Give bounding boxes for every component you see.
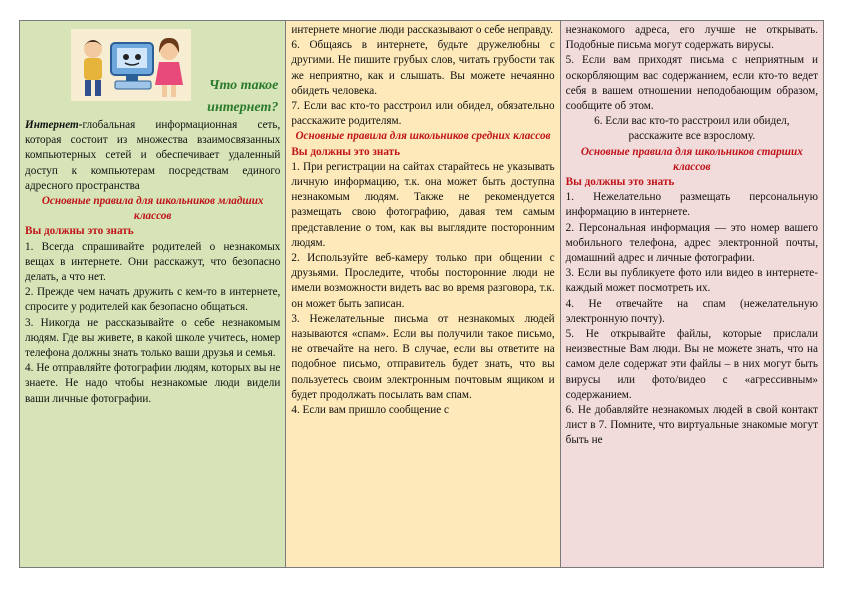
continuation-text: интернете многие люди рассказывают о себе неправду. <box>291 24 554 36</box>
list-item: 6. Общаясь в интернете, будьте дружелюбны с другими. Не пишите грубых слов, читать грубости так же неприятно, как и слышать. Вы можете нечаянно обидеть человека. <box>291 39 555 97</box>
continuation-text: незнакомого адреса, его лучше не открывать. Подобные письма могут содержать вирусы. <box>565 24 818 52</box>
header-title-line1: Что такое <box>209 78 279 93</box>
intro-term: Интернет- <box>25 119 83 131</box>
list-item: 5. Если вам приходят письма с неприятным и оскорбляющим вас содержанием, если кто-то ведет себя в вашем отношении неподобающим образом, сообщите об этом. <box>565 54 818 113</box>
header-title <box>207 75 278 119</box>
column-senior <box>560 21 823 567</box>
list-item: 1. Нежелательно размещать персональную информацию в интернете. <box>565 191 818 219</box>
list-item: 3. Нежелательные письма от незнакомых людей называются «спам». Если вы получили такое письмо, не отвечайте на него. В случае, если вы ответите на подобное письмо, отправитель будет знать, что вы пользуетесь своим электронным почтовым ящиком и будет продолжать посылать вам спам. <box>291 312 555 401</box>
intro-text: глобальная информационная сеть, которая состоит из множества взаимосвязанных компьютерных сетей и обеспечивает удаленный доступ к компьютерам посредствам единого адресного пространства <box>25 119 281 192</box>
kids-computer-illustration <box>71 29 191 101</box>
list-item: 6. Не добавляйте незнакомых людей в свой контакт лист в 7. Помните, что виртуальные знакомые могут быть не <box>565 404 818 447</box>
must-know-middle: Вы должны это знать <box>291 145 401 158</box>
list-item: 6. Если вас кто-то расстроил или обидел, расскажите все взрослому. <box>594 115 790 143</box>
list-item: 7. Если вас кто-то расстроил или обидел, обязательно расскажите родителям. <box>291 100 555 128</box>
column-middle <box>285 21 559 567</box>
rules-title-senior: Основные правила для школьников старших классов <box>580 145 803 173</box>
column-junior <box>20 21 285 567</box>
list-item: 1. При регистрации на сайтах старайтесь не указывать личную информацию, т.к. она может быть доступна незнакомым людям. Также не рекомендуется размещать свою фотографию, давая тем самым представление о том, как вы выглядите посторонним людям. <box>291 160 555 249</box>
leaflet-sheet <box>19 20 824 568</box>
rules-title-middle: Основные правила для школьников средних классов <box>295 130 551 143</box>
list-item: 2. Персональная информация — это номер вашего мобильного телефона, адрес электронной почты, домашний адрес и личные фотографии. <box>565 221 818 265</box>
rules-title-junior: Основные правила для школьников младших классов <box>41 195 264 223</box>
header-title-line2: интернет? <box>207 100 279 115</box>
list-item: 4. Не отвечайте на спам (нежелательную электронную почту). <box>565 297 818 325</box>
list-item: 1. Всегда спрашивайте родителей о незнакомых вещах в интернете. Они расскажут, что безопасно делать, а что нет. <box>25 240 281 284</box>
list-item: 2. Используйте веб-камеру только при общении с друзьями. Проследите, чтобы посторонние люди не имели возможности видеть вас во время разговора, т.к. он может быть записан. <box>291 252 555 310</box>
list-item: 3. Никогда не рассказывайте о себе незнакомым людям. Где вы живете, в какой школе учитесь, номер телефона должны знать только ваши друзья и семья. <box>25 316 281 360</box>
header <box>25 23 280 118</box>
list-item: 4. Если вам пришло сообщение с <box>291 404 449 417</box>
must-know-junior: Вы должны это знать <box>25 225 134 238</box>
list-item: 4. Не отправляйте фотографии людям, которых вы не знаете. Не надо чтобы незнакомые люди видели ваши личные фотографии. <box>25 362 281 405</box>
list-item: 2. Прежде чем начать дружить с кем-то в интернете, спросите у родителей как безопасно общаться. <box>25 286 281 314</box>
list-item: 3. Если вы публикуете фото или видео в интернете-каждый может посмотреть их. <box>565 267 818 295</box>
intro-paragraph <box>25 118 280 194</box>
must-know-senior: Вы должны это знать <box>565 176 675 189</box>
list-item: 5. Не открывайте файлы, которые прислали неизвестные Вам люди. Вы не можете знать, что на самом деле содержат эти файлы – в них могут быть вирусы или фото/видео с «агрессивным» содержанием. <box>565 328 818 401</box>
